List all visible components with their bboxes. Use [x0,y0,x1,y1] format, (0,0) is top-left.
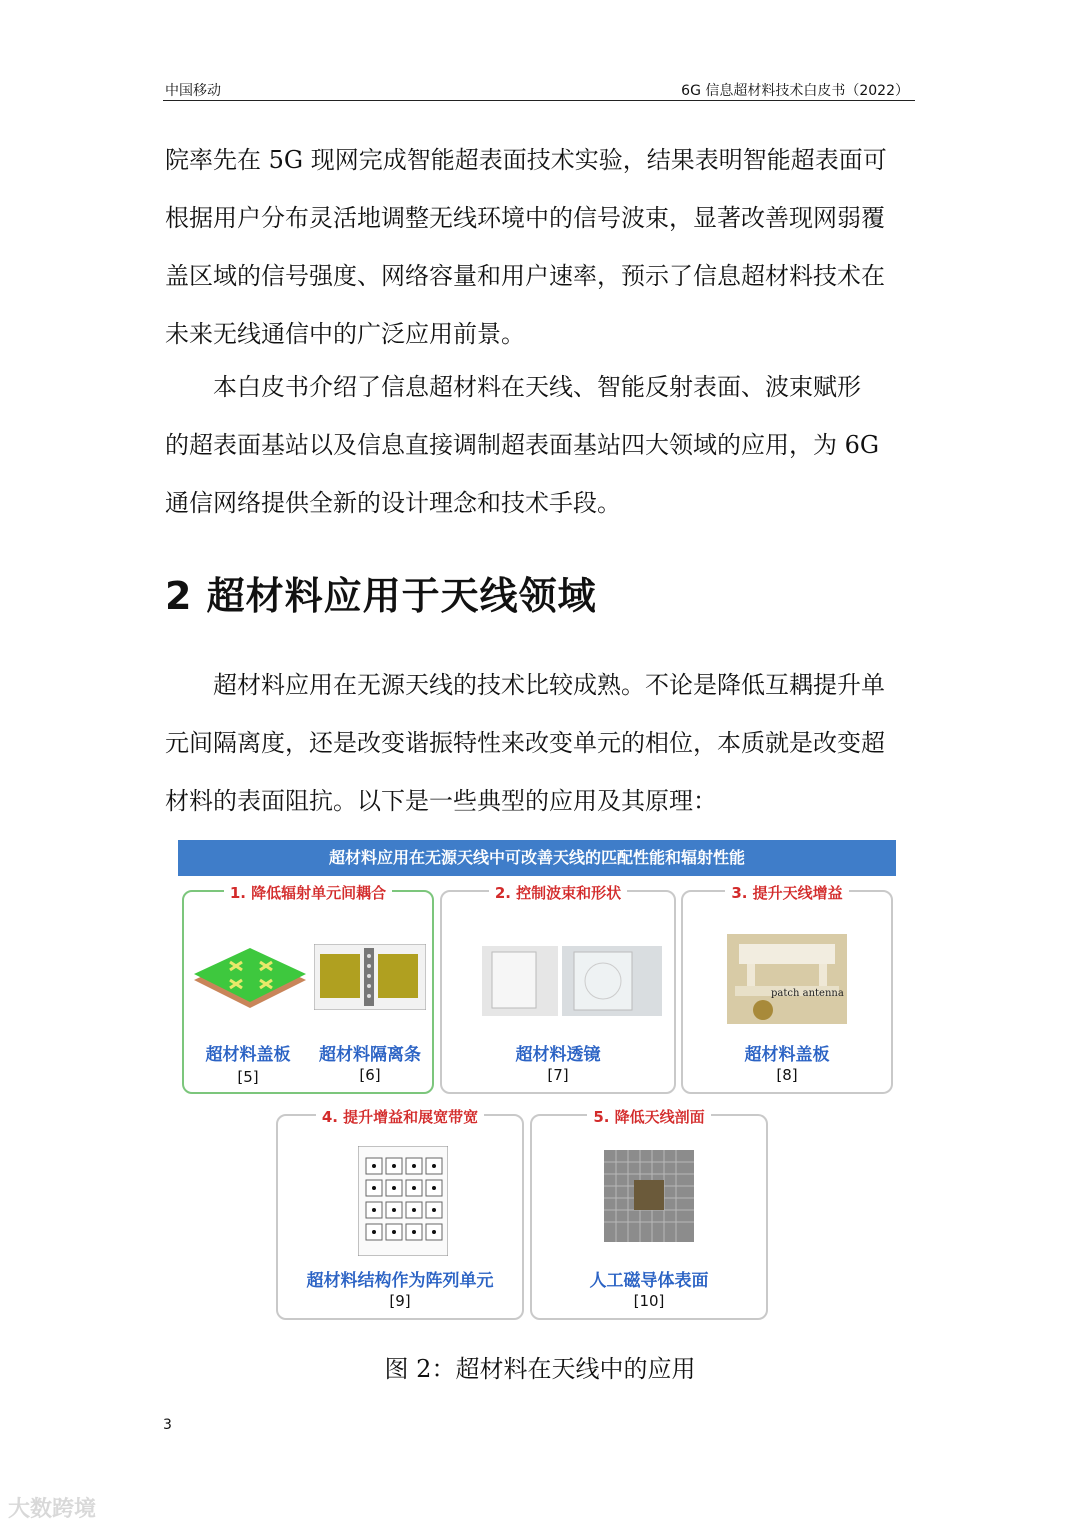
panel-coupling [182,884,434,1094]
patch-antenna-photo [727,934,847,1024]
reference: [10] [633,1292,665,1310]
text-line: 材料的表面阻抗。以下是一些典型的应用及其原理： [165,787,717,815]
amc-surface-photo [604,1150,694,1242]
reference: [9] [389,1292,411,1310]
header-org: 中国移动 [165,83,221,99]
text-line: 超材料应用在无源天线的技术比较成熟。不论是降低互耦提升单 [213,671,885,699]
panel-gain [681,884,893,1094]
panel-title: 2. 控制波束和形状 [489,884,627,902]
metamaterial-lens-image [482,946,662,1016]
caption-amc: 人工磁导体表面 [589,1271,709,1291]
caption-cover: 超材料盖板 [744,1045,830,1065]
text-line: 根据用户分布灵活地调整无线环境中的信号波束，显著改善现网弱覆 [165,204,885,232]
metamaterial-isolation-strip-image [314,944,426,1010]
reference: [6] [359,1066,381,1084]
text-line: 盖区域的信号强度、网络容量和用户速率，预示了信息超材料技术在 [165,262,885,290]
reference: [8] [776,1066,798,1084]
paragraph-intro-continued [165,131,915,363]
panel-title: 4. 提升增益和展宽带宽 [316,1108,484,1126]
patch-antenna-label: patch antenna [771,988,844,999]
page-number: 3 [163,1417,172,1433]
panel-beam-control [440,884,676,1094]
reference: [7] [547,1066,569,1084]
text-line: 元间隔离度，还是改变谐振特性来改变单元的相位，本质就是改变超 [165,729,885,757]
watermark-logo: 大数跨境 [8,1497,97,1522]
caption-cover: 超材料盖板 [205,1045,291,1065]
caption-lens: 超材料透镜 [515,1045,601,1065]
text-line: 的超表面基站以及信息直接调制超表面基站四大领域的应用，为 6G [165,431,880,459]
figure-metamaterial-antenna [178,840,896,1320]
figure-banner: 超材料应用在无源天线中可改善天线的匹配性能和辐射性能 [178,840,896,876]
caption-isolation-strip: 超材料隔离条 [319,1045,421,1065]
section-heading: 2 超材料应用于天线领域 [165,574,597,618]
figure-caption: 图 2：超材料在天线中的应用 [384,1355,696,1383]
array-unit-diagram [358,1146,448,1256]
text-line: 未来无线通信中的广泛应用前景。 [165,320,525,348]
panel-low-profile [530,1108,768,1320]
text-line: 通信网络提供全新的设计理念和技术手段。 [165,489,621,517]
reference: [5] [237,1068,259,1086]
header-doc-title: 6G 信息超材料技术白皮书（2022） [681,83,909,99]
page-header [163,78,915,101]
panel-title: 1. 降低辐射单元间耦合 [224,884,392,902]
text-line: 院率先在 5G 现网完成智能超表面技术实验，结果表明智能超表面可 [165,146,887,174]
text-line: 本白皮书介绍了信息超材料在天线、智能反射表面、波束赋形 [213,373,861,401]
panel-title: 5. 降低天线剖面 [587,1108,710,1126]
panel-title: 3. 提升天线增益 [725,884,848,902]
panel-gain-bandwidth [276,1108,524,1320]
metamaterial-cover-image [190,940,308,1020]
paragraph-whitepaper-scope [165,358,915,532]
caption-array-unit: 超材料结构作为阵列单元 [306,1271,494,1291]
paragraph-passive-antenna [165,656,915,830]
